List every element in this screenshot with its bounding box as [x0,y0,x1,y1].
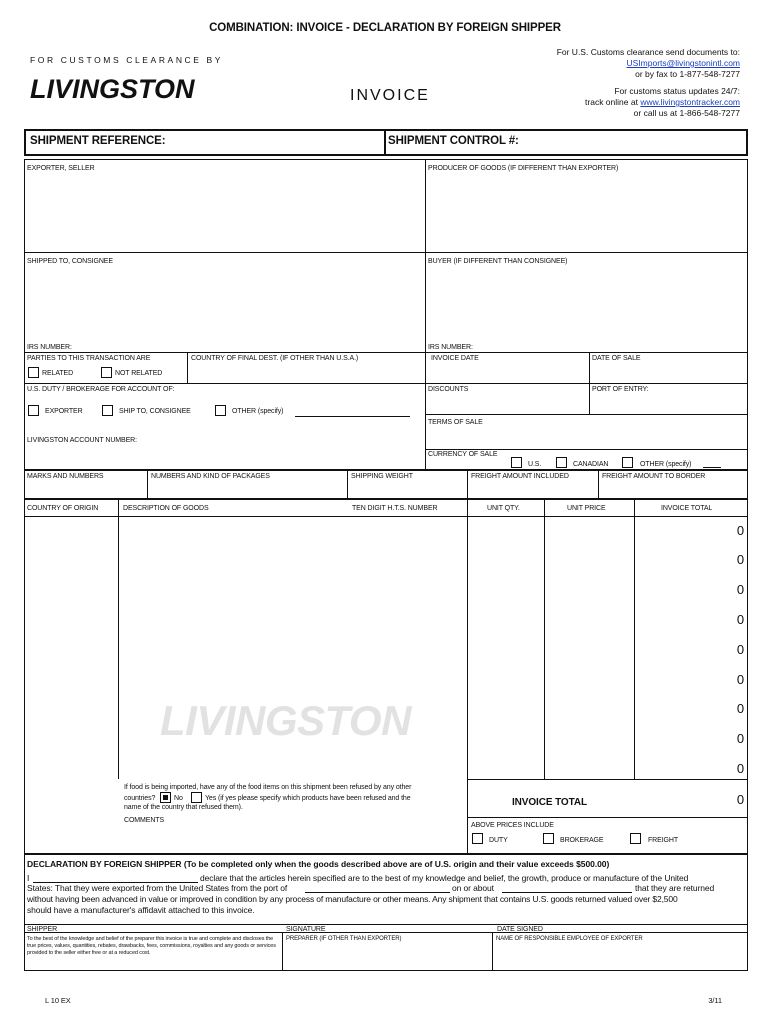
shipper-certification-text: To the best of the knowledge and belief of the preparer this invoice is true and complete and discloses the true prices, values, quantities, rebates, drawbacks, fees, commissions, royalties and any goods or services provided to the seller either free or at a reduced cost. [27,936,276,956]
food-countries-label: countries? [124,795,156,802]
status-track [557,97,740,108]
packages-field[interactable]: NUMBERS AND KIND OF PACKAGES [151,473,270,480]
related-checkbox[interactable] [28,367,39,378]
includes-duty-checkbox[interactable] [472,833,483,844]
tracker-link[interactable]: www.livingstontracker.com [640,97,740,107]
line-total[interactable]: 0 [736,701,744,716]
parties-grid [24,159,748,470]
currency-canadian-checkbox[interactable] [556,457,567,468]
above-prices-label: ABOVE PRICES INCLUDE [471,822,554,829]
includes-freight-label: FREIGHT [648,837,679,844]
includes-brokerage-checkbox[interactable] [543,833,554,844]
contact-email-link[interactable]: USImports@livingstonintl.com [626,58,740,68]
food-refused-yes-checkbox[interactable] [191,792,202,803]
invoice-date-field[interactable]: INVOICE DATE [431,355,479,362]
producer-field[interactable]: PRODUCER OF GOODS (IF DIFFERENT THAN EXPORTER) [428,165,619,172]
terms-of-sale-field[interactable]: TERMS OF SALE [428,419,483,426]
declaration-line-2c: that they are returned [635,883,715,893]
signature-label: SIGNATURE [286,926,326,933]
currency-us-checkbox[interactable] [511,457,522,468]
status-track-prefix: track online at [585,97,638,107]
invoice-title: INVOICE [350,87,430,104]
food-country-note: name of the country that refused them). [124,804,243,811]
duty-exporter-checkbox[interactable] [28,405,39,416]
header-invoice-total: INVOICE TOTAL [661,505,713,512]
duty-ship-to-checkbox[interactable] [102,405,113,416]
customs-contact [557,47,740,119]
freight-border-field[interactable]: FREIGHT AMOUNT TO BORDER [602,473,706,480]
export-port-input[interactable] [305,892,450,893]
duty-account-label: U.S. DUTY / BROKERAGE FOR ACCOUNT OF: [27,386,175,393]
duty-ship-to-label: SHIP TO, CONSIGNEE [119,408,191,415]
form-code: L 10 EX [45,996,71,1005]
export-date-input[interactable] [502,892,632,893]
currency-canadian-label: CANADIAN [573,461,609,468]
includes-brokerage-label: BROKERAGE [560,837,604,844]
invoice-total-label: INVOICE TOTAL [512,797,587,808]
declaration-i: I [27,873,30,883]
duty-exporter-label: EXPORTER [45,408,83,415]
preparer-signature-field[interactable]: PREPARER (IF OTHER THAN EXPORTER) [286,936,402,942]
shipment-control-label[interactable]: SHIPMENT CONTROL #: [388,135,519,147]
header-unit-price: UNIT PRICE [567,505,606,512]
currency-other-input[interactable] [703,467,721,468]
duty-other-input[interactable] [295,416,410,417]
food-yes-label: Yes (if yes please specify which products have been refused and the [205,795,411,802]
status-call: or call us at 1-866-548-7277 [633,108,740,118]
line-total[interactable]: 0 [736,552,744,567]
declaration-line-1: declare that the articles herein specified are to the best of my knowledge and belief, the growth, produce or manufacture of the United [200,873,689,883]
buyer-field[interactable]: BUYER (IF DIFFERENT THAN CONSIGNEE) [428,258,568,265]
not-related-checkbox[interactable] [101,367,112,378]
includes-freight-checkbox[interactable] [630,833,641,844]
form-title: COMBINATION: INVOICE - DECLARATION BY FOREIGN SHIPPER [209,22,561,34]
responsible-employee-field[interactable]: NAME OF RESPONSIBLE EMPLOYEE OF EXPORTER [496,936,643,942]
line-total[interactable]: 0 [736,523,744,538]
header-unit-qty: UNIT QTY. [487,505,520,512]
line-total[interactable]: 0 [736,672,744,687]
customs-clearance-label: FOR CUSTOMS CLEARANCE BY [30,55,224,65]
contact-fax: or by fax to 1-877-548-7277 [635,69,740,79]
shipping-weight-field[interactable]: SHIPPING WEIGHT [351,473,413,480]
duty-other-label: OTHER (specify) [232,408,284,415]
shipment-reference-label[interactable]: SHIPMENT REFERENCE: [30,135,166,147]
includes-duty-label: DUTY [489,837,508,844]
exporter-seller-field[interactable]: EXPORTER, SELLER [27,165,95,172]
declaration-title: DECLARATION BY FOREIGN SHIPPER (To be completed only when the goods described above are of U.S. origin and their value exceeds $500.00) [27,859,610,869]
livingston-account-number[interactable]: LIVINGSTON ACCOUNT NUMBER: [27,437,137,444]
line-total[interactable]: 0 [736,731,744,746]
contact-line: For U.S. Customs clearance send documents to: [556,47,740,57]
currency-other-label: OTHER (specify) [640,461,692,468]
livingston-logo [30,72,200,108]
declaration-line-2b: on or about [452,883,494,893]
invoice-total-value[interactable]: 0 [736,792,744,807]
food-no-label: No [174,795,183,802]
declaration-line-3: without having been advanced in value or improved in condition by any process of manufacture or other means. Any shipment that contains U.S. goods returned valued over $2,500 [27,894,678,904]
header-description: DESCRIPTION OF GOODS [123,505,209,512]
food-question-line: If food is being imported, have any of the food items on this shipment been refused by any other [124,784,412,791]
irs-number-right[interactable]: IRS NUMBER: [428,344,473,351]
currency-us-label: U.S. [528,461,542,468]
declaration-line-4: should have a manufacturer's affidavit attached to this invoice. [27,905,255,915]
marks-numbers-field[interactable]: MARKS AND NUMBERS [27,473,104,480]
header-hts-number: TEN DIGIT H.T.S. NUMBER [352,505,438,512]
header-country-origin: COUNTRY OF ORIGIN [27,505,99,512]
not-related-label: NOT RELATED [115,370,163,377]
related-label: RELATED [42,370,74,377]
duty-other-checkbox[interactable] [215,405,226,416]
currency-other-checkbox[interactable] [622,457,633,468]
comments-field[interactable]: COMMENTS [124,817,165,824]
line-total[interactable]: 0 [736,761,744,776]
livingston-watermark: LIVINGSTON [160,697,411,744]
date-of-sale-field[interactable]: DATE OF SALE [592,355,641,362]
line-total[interactable]: 0 [736,582,744,597]
freight-included-field[interactable]: FREIGHT AMOUNT INCLUDED [471,473,569,480]
port-of-entry-field[interactable]: PORT OF ENTRY: [592,386,649,393]
food-refused-no-checkbox[interactable] [160,792,171,803]
shipped-to-field[interactable]: SHIPPED TO, CONSIGNEE [27,258,113,265]
shipper-label: SHIPPER [27,926,58,933]
logo-text: LIVINGSTON [30,74,195,104]
line-total[interactable]: 0 [736,642,744,657]
country-final-dest-field[interactable]: COUNTRY OF FINAL DEST. (IF OTHER THAN U.S.A.) [191,355,359,362]
line-total[interactable]: 0 [736,612,744,627]
date-signed-label: DATE SIGNED [497,926,543,933]
declaration-line-2a: States: That they were exported from the United States from the port of [27,883,288,893]
form-revision: 3/11 [708,996,722,1005]
discounts-field[interactable]: DISCOUNTS [428,386,469,393]
status-line: For customs status updates 24/7: [614,86,740,96]
parties-transaction-label: PARTIES TO THIS TRANSACTION ARE [27,355,151,362]
irs-number-left[interactable]: IRS NUMBER: [27,344,72,351]
currency-of-sale-label: CURRENCY OF SALE [428,451,498,458]
